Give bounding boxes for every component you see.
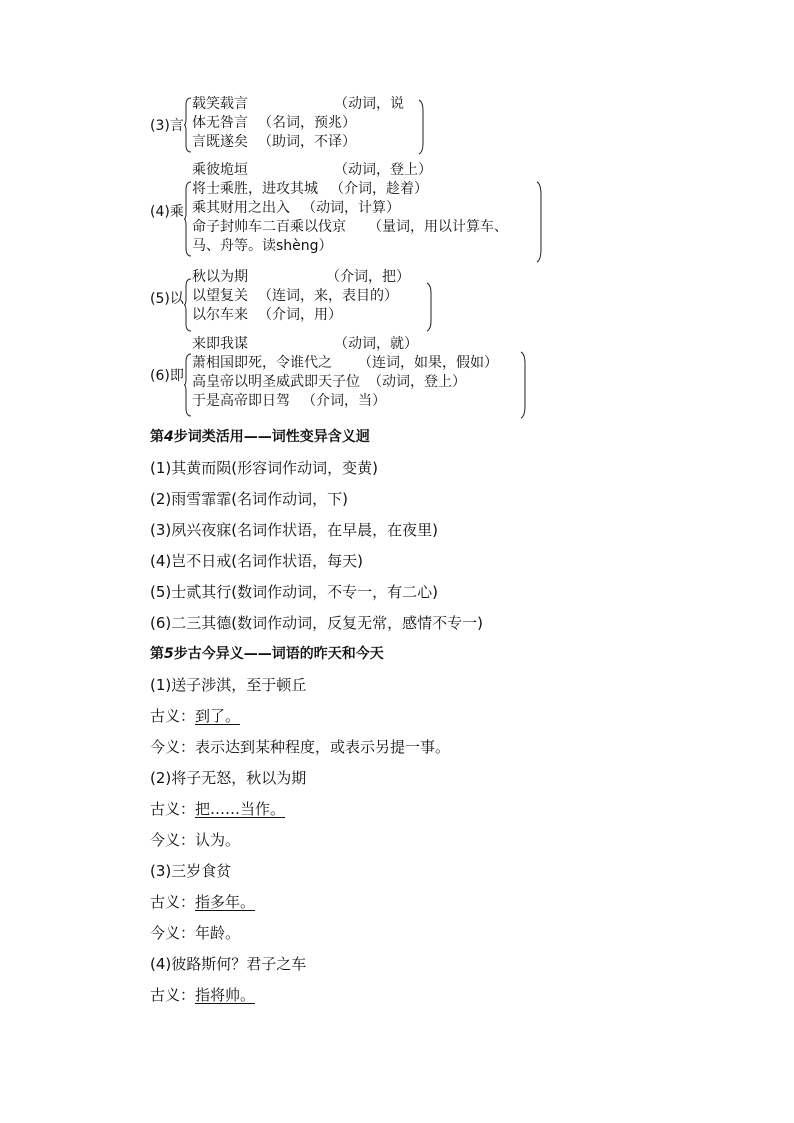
- right-brace-icon: [418, 99, 424, 155]
- list-item: (1)其黄而陨(形容词作动词，变黄): [150, 459, 378, 477]
- sentence: (1)送子涉淇，至于顿丘: [150, 676, 307, 694]
- left-brace-icon: [184, 353, 192, 417]
- answer-underlined: 指将帅。: [195, 986, 256, 1004]
- sentence: (2)将子无怒，秋以为期: [150, 769, 307, 787]
- group-label: (3)言: [150, 118, 184, 134]
- group-line: 体无咎言 （名词，预兆）: [192, 115, 356, 131]
- group-label: (5)以: [150, 291, 184, 307]
- group-line: 来即我谋 （动词，就）: [192, 336, 418, 352]
- jin-meaning: 今义：年龄。: [150, 924, 241, 942]
- right-brace-icon: [426, 282, 432, 332]
- gu-meaning: 古义：指将帅。: [150, 986, 256, 1004]
- list-item: (6)二三其德(数词作动词，反复无常，感情不专一): [150, 614, 483, 632]
- group-line: 马、舟等。读shèng）: [192, 238, 333, 254]
- left-brace-icon: [184, 97, 192, 153]
- gu-meaning: 古义：指多年。: [150, 893, 256, 911]
- group-line: 以尔车来 （介词，用）: [192, 307, 342, 323]
- gu-meaning: 古义：把……当作。: [150, 800, 286, 818]
- left-brace-icon: [184, 278, 192, 332]
- left-brace-icon: [184, 181, 192, 257]
- group-line: 秋以为期 （介词，把）: [192, 269, 410, 285]
- group-line: 乘彼垝垣 （动词，登上）: [192, 162, 432, 178]
- gu-meaning: 古义：到了。: [150, 707, 241, 725]
- group-line: 高皇帝以明圣威武即天子位 （动词，登上）: [192, 374, 466, 390]
- group-line: 命子封帅车二百乘以伐京 （量词，用以计算车、: [192, 219, 508, 235]
- group-line: 乘其财用之出入 （动词，计算）: [192, 200, 400, 216]
- answer-underlined: 把……当作。: [195, 800, 286, 818]
- sentence: (4)彼路斯何？君子之车: [150, 955, 307, 973]
- group-line: 于是高帝即日驾 （介词，当）: [192, 393, 386, 409]
- list-item: (4)岂不日戒(名词作状语，每天): [150, 552, 363, 570]
- answer-underlined: 指多年。: [195, 893, 256, 911]
- group-label: (4)乘: [150, 204, 184, 220]
- jin-meaning: 今义：认为。: [150, 831, 241, 849]
- list-item: (3)夙兴夜寐(名词作状语，在早晨，在夜里): [150, 521, 438, 539]
- list-item: (2)雨雪霏霏(名词作动词，下): [150, 490, 348, 508]
- list-item: (5)士贰其行(数词作动词，不专一，有二心): [150, 583, 438, 601]
- jin-meaning: 今义：表示达到某种程度，或表示另提一事。: [150, 738, 451, 756]
- group-line: 载笑载言 （动词，说: [192, 96, 404, 112]
- group-label: (6)即: [150, 368, 184, 384]
- right-brace-icon: [536, 181, 542, 263]
- group-line: 以望复关 （连词，来，表目的）: [192, 288, 398, 304]
- group-line: 言既遂矣 （助词，不译）: [192, 134, 356, 150]
- answer-underlined: 到了。: [195, 707, 241, 725]
- right-brace-icon: [520, 351, 526, 419]
- step5-heading: 第5步古今异义——词语的昨天和今天: [150, 646, 384, 662]
- step4-heading: 第4步词类活用——词性变异含义迥: [150, 429, 370, 445]
- group-line: 萧相国即死，令谁代之 （连词，如果，假如）: [192, 355, 498, 371]
- sentence: (3)三岁食贫: [150, 862, 232, 880]
- group-line: 将士乘胜，进攻其城 （介词，趁着）: [192, 181, 428, 197]
